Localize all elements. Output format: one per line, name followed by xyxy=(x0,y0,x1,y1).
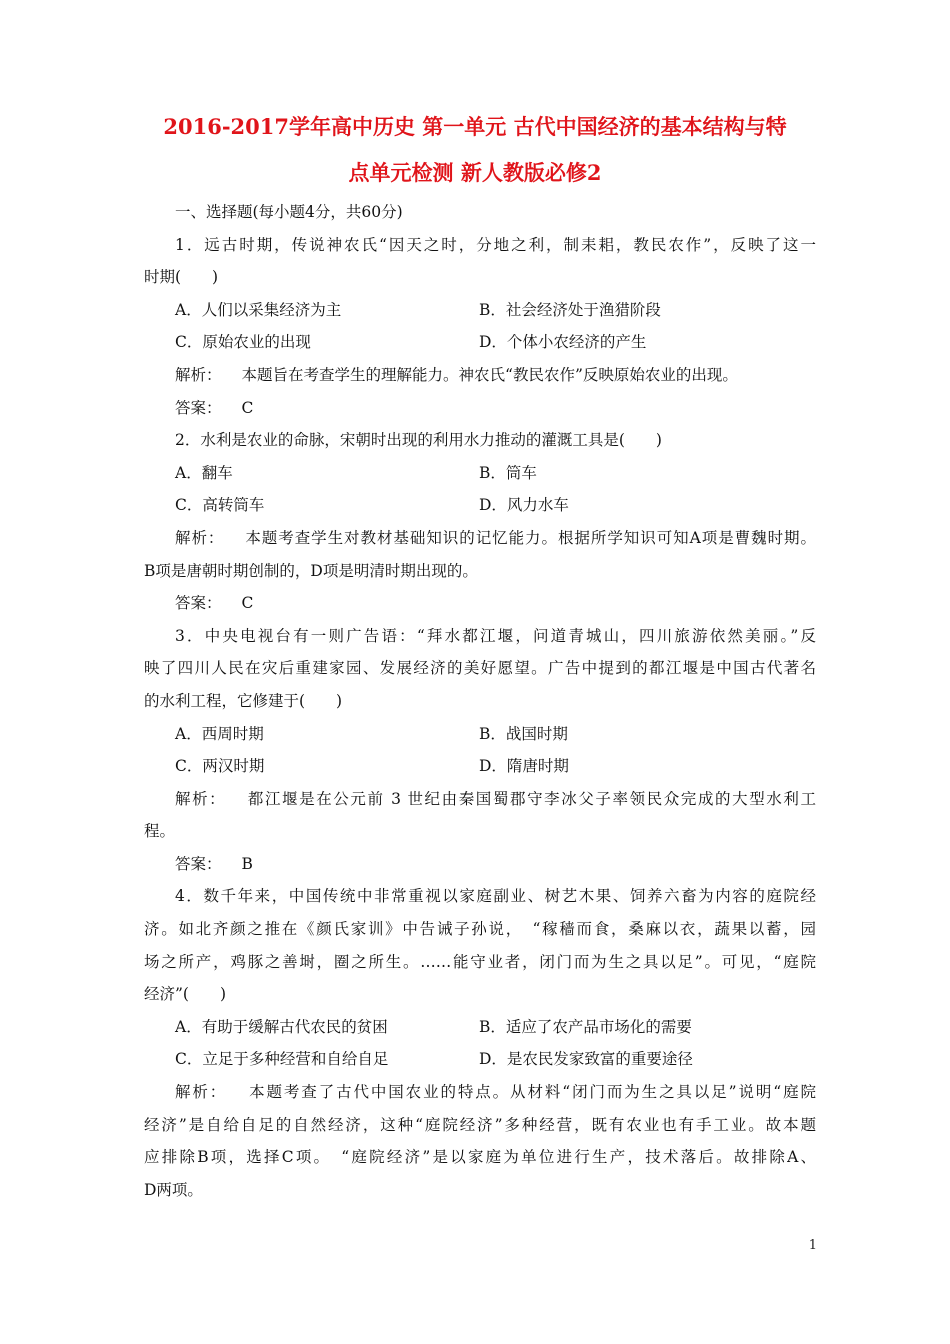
question-stem-line: 4．数千年来，中国传统中非常重视以家庭副业、树艺木果、饲养六畜为内容的庭院经 xyxy=(175,887,816,906)
option-d: D．隋唐时期 xyxy=(479,757,569,776)
question-stem-line: 1．远古时期，传说神农氏“因天之时，分地之利，制耒耜，教民农作”，反映了这一 xyxy=(175,235,816,254)
question-stem-line: 经济”( ) xyxy=(144,985,227,1004)
answer-value: B xyxy=(241,854,253,873)
document-title xyxy=(100,104,850,196)
analysis-text: D两项。 xyxy=(144,1180,203,1199)
analysis-text: 应排除B项，选择C项。 “庭院经济”是以家庭为单位进行生产，技术落后。故排除A、 xyxy=(144,1148,816,1167)
question-stem-line: 场之所产，鸡豚之善埘，圈之所生。……能守业者，闭门而为生之具以足”。可见，“庭院 xyxy=(144,952,816,971)
option-b: B．战国时期 xyxy=(479,724,568,743)
option-a: A．西周时期 xyxy=(175,724,264,743)
analysis-label: 解析： xyxy=(175,365,222,384)
option-c: C．原始农业的出现 xyxy=(175,333,311,352)
analysis-label: 解析： xyxy=(175,1083,228,1102)
option-d: D．个体小农经济的产生 xyxy=(479,333,647,352)
option-c: C．两汉时期 xyxy=(175,757,265,776)
question-stem-line: 映了四川人民在灾后重建家园、发展经济的美好愿望。广告中提到的都江堰是中国古代著名 xyxy=(144,659,816,678)
option-d: D．风力水车 xyxy=(479,496,569,515)
answer xyxy=(144,392,816,425)
option-a: A．人们以采集经济为主 xyxy=(175,300,342,319)
analysis-text: B项是唐朝时期创制的，D项是明清时期出现的。 xyxy=(144,561,478,580)
analysis-text: 本题考查学生对教材基础知识的记忆能力。根据所学知识可知A项是曹魏时期。 xyxy=(244,528,816,547)
question-stem-line: 济。如北齐颜之推在《颜氏家训》中告诫子孙说， “稼穑而食，桑麻以衣，蔬果以蓄，园 xyxy=(144,920,816,939)
section-heading: 一、选择题(每小题4分，共60分) xyxy=(175,203,403,221)
answer xyxy=(144,587,816,620)
page-number: 1 xyxy=(808,1238,817,1253)
answer-label: 答案： xyxy=(175,854,222,873)
option-b: B．筒车 xyxy=(479,463,537,482)
question-2 xyxy=(144,424,816,620)
analysis-text: 经济”是自给自足的自然经济，这种“庭院经济”多种经营，既有农业也有手工业。故本题 xyxy=(144,1115,816,1134)
question-stem-line: 2．水利是农业的命脉，宋朝时出现的利用水力推动的灌溉工具是( ) xyxy=(175,431,662,450)
option-b: B．社会经济处于渔猎阶段 xyxy=(479,300,661,319)
option-a: A．翻车 xyxy=(175,463,233,482)
option-d: D．是农民发家致富的重要途径 xyxy=(479,1050,693,1069)
answer xyxy=(144,848,816,881)
title-line-2: 点单元检测 新人教版必修2 xyxy=(348,160,602,185)
analysis-text: 本题旨在考查学生的理解能力。神农氏“教民农作”反映原始农业的出现。 xyxy=(241,365,738,384)
analysis xyxy=(144,1076,816,1109)
question-stem-line: 3．中央电视台有一则广告语：“拜水都江堰，问道青城山，四川旅游依然美丽。”反 xyxy=(175,626,816,645)
answer-value: C xyxy=(241,398,254,417)
question-4 xyxy=(144,880,816,1206)
analysis-text: 本题考查了古代中国农业的特点。从材料“闭门而为生之具以足”说明“庭院 xyxy=(247,1083,816,1102)
option-a: A．有助于缓解古代农民的贫困 xyxy=(175,1017,388,1036)
analysis xyxy=(144,783,816,816)
document-body xyxy=(144,196,816,1206)
answer-label: 答案： xyxy=(175,398,222,417)
option-c: C．立足于多种经营和自给自足 xyxy=(175,1050,389,1069)
option-b: B．适应了农产品市场化的需要 xyxy=(479,1017,692,1036)
question-3 xyxy=(144,620,816,881)
analysis xyxy=(144,359,816,392)
analysis-label: 解析： xyxy=(175,528,225,547)
question-1 xyxy=(144,229,816,425)
option-c: C．高转筒车 xyxy=(175,496,265,515)
answer-value: C xyxy=(241,594,254,613)
analysis-text: 程。 xyxy=(144,822,176,841)
analysis xyxy=(144,522,816,555)
answer-label: 答案： xyxy=(175,594,222,613)
question-stem-line: 时期( ) xyxy=(144,268,219,287)
analysis-text: 都江堰是在公元前 3 世纪由秦国蜀郡守李冰父子率领民众完成的大型水利工 xyxy=(246,789,816,808)
question-stem-line: 的水利工程，它修建于( ) xyxy=(144,691,343,710)
analysis-label: 解析： xyxy=(175,789,227,808)
title-line-1: 2016-2017学年高中历史 第一单元 古代中国经济的基本结构与特 xyxy=(163,114,787,139)
